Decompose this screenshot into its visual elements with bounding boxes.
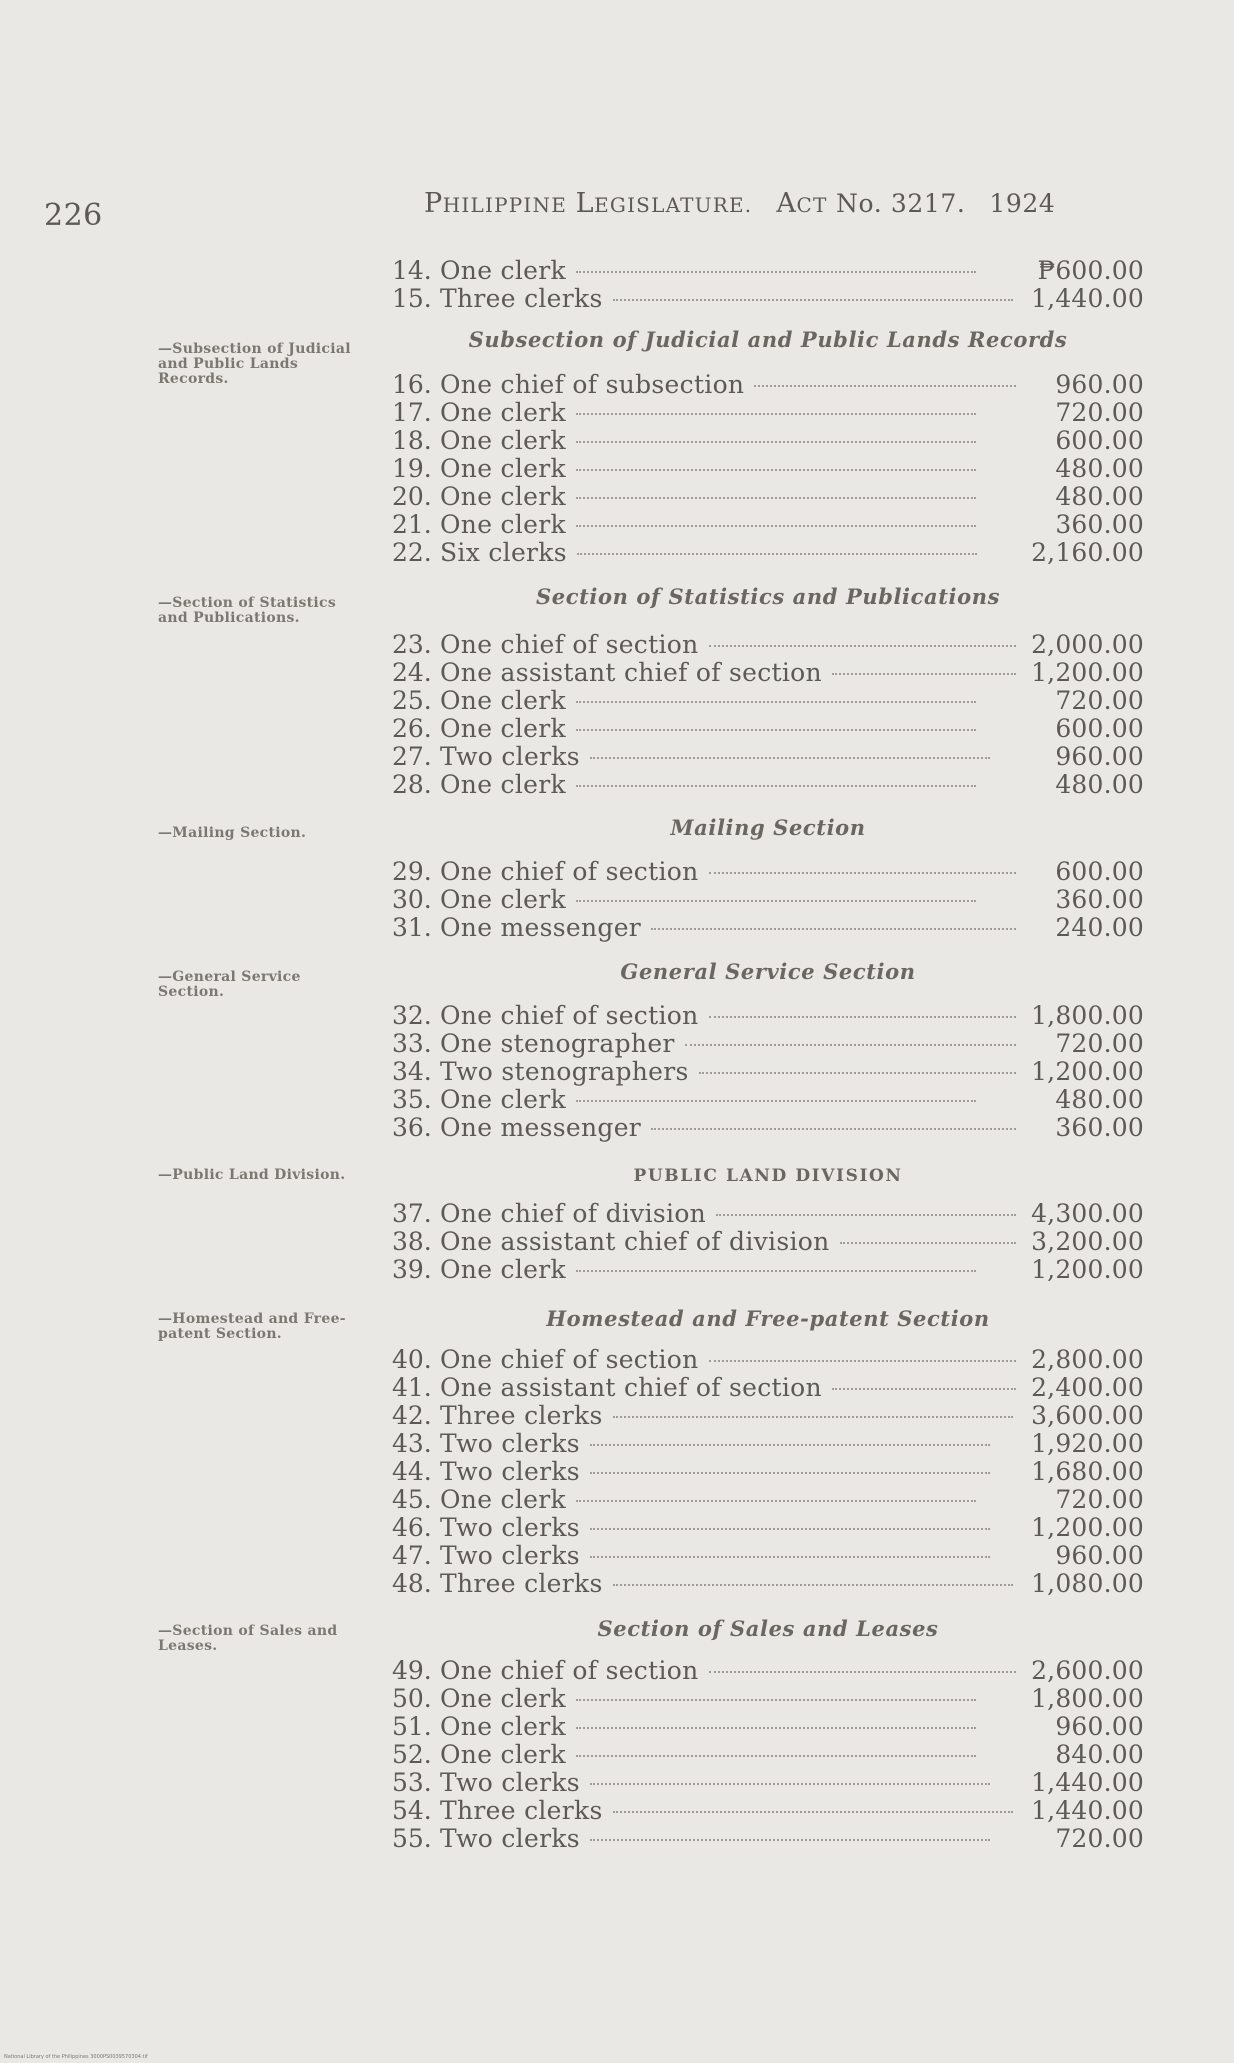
item-number: 37. [392,1199,432,1228]
item-number: 50. [392,1684,432,1713]
item-description: One clerk [440,454,566,483]
item-amount: 720.00 [1055,686,1144,715]
item-description: One clerk [440,770,566,799]
item-number: 40. [392,1345,432,1374]
margin-note: —Public Land Division. [158,1167,346,1183]
dot-leader [832,673,1016,675]
item-description: Three clerks [440,284,603,313]
dot-leader [651,928,1016,930]
item-description: One assistant chief of section [440,658,822,687]
item-description: One clerk [440,1255,566,1284]
dot-leader [576,441,976,443]
item-description: Two clerks [440,1768,580,1797]
dot-leader [576,785,976,787]
item-description: One clerk [440,1740,566,1769]
item-number: 51. [392,1712,432,1741]
item-amount: 1,200.00 [1031,1057,1144,1086]
item-description: Two clerks [440,742,580,771]
table-row [392,1029,1144,1057]
margin-note: —Subsection of Judicial and Public Lands Records. [158,341,351,387]
item-description: Two clerks [440,1457,580,1486]
item-amount: 600.00 [1055,857,1144,886]
table-row [392,398,1144,426]
item-amount: 1,800.00 [1031,1684,1144,1713]
item-amount: 360.00 [1055,1113,1144,1142]
running-head-word-2: EGISLATURE. [594,193,753,217]
dot-leader [576,1100,976,1102]
item-number: 27. [392,742,432,771]
item-amount: 2,800.00 [1031,1345,1144,1374]
dot-leader [613,1584,1013,1586]
table-row [392,1255,1144,1283]
dot-leader [590,1783,990,1785]
item-number: 32. [392,1001,432,1030]
dot-leader [576,1755,976,1757]
table-row [392,630,1144,658]
table-row [392,1712,1144,1740]
item-description: One clerk [440,686,566,715]
table-row [392,510,1144,538]
item-amount: 480.00 [1055,1085,1144,1114]
table-row [392,913,1144,941]
item-number: 26. [392,714,432,743]
item-amount: 4,300.00 [1031,1199,1144,1228]
page-number: 226 [44,198,103,233]
dot-leader [590,757,990,759]
item-number: 42. [392,1401,432,1430]
running-head [424,188,1055,219]
item-number: 28. [392,770,432,799]
item-number: 36. [392,1113,432,1142]
item-amount: 840.00 [1055,1740,1144,1769]
margin-note: —General Service Section. [158,969,301,1000]
table-row [392,1401,1144,1429]
item-amount: 960.00 [1055,1541,1144,1570]
table-row [392,1824,1144,1852]
dot-leader [699,1072,1016,1074]
item-number: 29. [392,857,432,886]
item-number: 17. [392,398,432,427]
item-description: One chief of section [440,1345,699,1374]
dot-leader [709,645,1016,647]
item-amount: 360.00 [1055,885,1144,914]
item-amount: 2,400.00 [1031,1373,1144,1402]
item-description: One clerk [440,1085,566,1114]
item-number: 19. [392,454,432,483]
item-number: 23. [392,630,432,659]
dot-leader [577,553,977,555]
item-description: One clerk [440,256,566,285]
item-amount: 720.00 [1055,1824,1144,1853]
table-row [392,1001,1144,1029]
item-description: One clerk [440,510,566,539]
item-description: Three clerks [440,1796,603,1825]
item-number: 49. [392,1656,432,1685]
dot-leader [576,1270,976,1272]
item-number: 14. [392,256,432,285]
item-description: One clerk [440,426,566,455]
dot-leader [590,1528,990,1530]
item-description: Three clerks [440,1569,603,1598]
table-row [392,1057,1144,1085]
item-number: 24. [392,658,432,687]
dot-leader [590,1472,990,1474]
item-number: 38. [392,1227,432,1256]
item-description: One clerk [440,714,566,743]
dot-leader [576,469,976,471]
item-number: 34. [392,1057,432,1086]
margin-note: —Mailing Section. [158,825,307,841]
item-description: One stenographer [440,1029,675,1058]
dot-leader [576,1727,976,1729]
item-number: 22. [392,538,432,567]
table-row [392,1227,1144,1255]
item-amount: 960.00 [1055,742,1144,771]
item-description: One assistant chief of division [440,1227,830,1256]
item-amount: 240.00 [1055,913,1144,942]
item-amount: 960.00 [1055,370,1144,399]
table-row [392,454,1144,482]
table-row [392,1429,1144,1457]
running-head-word-1: HILIPPINE [442,193,568,217]
item-number: 35. [392,1085,432,1114]
item-number: 18. [392,426,432,455]
item-description: Two stenographers [440,1057,689,1086]
item-amount: 1,080.00 [1031,1569,1144,1598]
table-row [392,482,1144,510]
table-row [392,1768,1144,1796]
dot-leader [576,1699,976,1701]
item-number: 31. [392,913,432,942]
item-description: One chief of section [440,630,699,659]
dot-leader [832,1388,1016,1390]
item-amount: 720.00 [1055,1029,1144,1058]
table-row [392,426,1144,454]
dot-leader [590,1556,990,1558]
item-description: One clerk [440,1712,566,1741]
table-row [392,370,1144,398]
item-number: 20. [392,482,432,511]
dot-leader [576,900,976,902]
dot-leader [576,525,976,527]
dot-leader [709,872,1016,874]
item-number: 43. [392,1429,432,1458]
table-row [392,1796,1144,1824]
table-row [392,1656,1144,1684]
item-number: 25. [392,686,432,715]
item-description: One chief of section [440,1656,699,1685]
item-number: 21. [392,510,432,539]
item-amount: 1,800.00 [1031,1001,1144,1030]
item-amount: 720.00 [1055,398,1144,427]
table-row [392,1541,1144,1569]
table-row [392,1569,1144,1597]
item-number: 16. [392,370,432,399]
table-row [392,1199,1144,1227]
item-description: One chief of section [440,857,699,886]
item-number: 54. [392,1796,432,1825]
item-description: One clerk [440,482,566,511]
item-number: 45. [392,1485,432,1514]
table-row [392,686,1144,714]
table-row [392,1113,1144,1141]
item-amount: 2,160.00 [1031,538,1144,567]
dot-leader [590,1444,990,1446]
item-number: 47. [392,1541,432,1570]
item-description: One clerk [440,1684,566,1713]
dot-leader [709,1360,1016,1362]
item-amount: 480.00 [1055,770,1144,799]
running-head-initial-1: P [424,188,443,219]
item-description: Three clerks [440,1401,603,1430]
item-description: One clerk [440,1485,566,1514]
scan-footer: National Library of the Philippines 3000PS0039570304.tif [4,2054,148,2060]
table-row [392,1345,1144,1373]
dot-leader [840,1242,1016,1244]
section-heading: PUBLIC LAND DIVISION [633,1166,903,1186]
dot-leader [709,1016,1016,1018]
dot-leader [576,271,976,273]
table-row [392,1740,1144,1768]
dot-leader [613,1811,1013,1813]
item-amount: 1,440.00 [1031,284,1144,313]
dot-leader [576,701,976,703]
item-number: 48. [392,1569,432,1598]
running-head-act-number: No. 3217. [836,189,966,218]
running-head-initial-2: L [575,188,595,219]
item-description: Two clerks [440,1513,580,1542]
item-amount: 3,200.00 [1031,1227,1144,1256]
item-amount: 360.00 [1055,510,1144,539]
section-heading: General Service Section [620,959,916,984]
item-amount: 1,440.00 [1031,1796,1144,1825]
table-row [392,1485,1144,1513]
dot-leader [709,1671,1016,1673]
item-amount: 2,000.00 [1031,630,1144,659]
item-amount: 1,200.00 [1031,1255,1144,1284]
section-heading: Mailing Section [670,815,866,840]
item-number: 15. [392,284,432,313]
item-amount: 600.00 [1055,426,1144,455]
dot-leader [576,729,976,731]
table-row [392,658,1144,686]
item-description: Two clerks [440,1824,580,1853]
item-amount: 720.00 [1055,1485,1144,1514]
dot-leader [716,1214,1016,1216]
table-row [392,284,1144,312]
section-heading: Section of Statistics and Publications [535,584,1001,609]
table-row [392,1085,1144,1113]
item-amount: 1,440.00 [1031,1768,1144,1797]
running-head-act-initial: A [776,188,797,219]
section-heading: Section of Sales and Leases [597,1616,939,1641]
item-description: One chief of section [440,1001,699,1030]
item-number: 53. [392,1768,432,1797]
item-description: One clerk [440,885,566,914]
item-number: 41. [392,1373,432,1402]
item-amount: 1,200.00 [1031,658,1144,687]
item-description: Six clerks [440,538,567,567]
table-row [392,857,1144,885]
item-amount: ₱600.00 [1037,256,1144,285]
item-description: One messenger [440,913,642,942]
table-row [392,714,1144,742]
item-number: 33. [392,1029,432,1058]
item-amount: 1,200.00 [1031,1513,1144,1542]
item-description: One clerk [440,398,566,427]
section-heading: Subsection of Judicial and Public Lands Records [468,327,1068,352]
item-amount: 1,920.00 [1031,1429,1144,1458]
table-row [392,1457,1144,1485]
item-number: 52. [392,1740,432,1769]
item-amount: 1,680.00 [1031,1457,1144,1486]
item-number: 39. [392,1255,432,1284]
item-amount: 600.00 [1055,714,1144,743]
item-amount: 480.00 [1055,454,1144,483]
item-description: One assistant chief of section [440,1373,822,1402]
table-row [392,538,1144,566]
item-amount: 960.00 [1055,1712,1144,1741]
margin-note: —Section of Statistics and Publications. [158,595,337,626]
dot-leader [590,1839,990,1841]
item-amount: 2,600.00 [1031,1656,1144,1685]
dot-leader [576,497,976,499]
item-number: 44. [392,1457,432,1486]
table-row [392,1513,1144,1541]
running-head-year: 1924 [989,189,1056,218]
item-amount: 3,600.00 [1031,1401,1144,1430]
item-description: One messenger [440,1113,642,1142]
table-row [392,770,1144,798]
dot-leader [685,1044,1016,1046]
item-description: One chief of subsection [440,370,745,399]
dot-leader [576,413,976,415]
item-description: Two clerks [440,1429,580,1458]
item-description: Two clerks [440,1541,580,1570]
dot-leader [754,385,1016,387]
running-head-act-word: CT [796,193,828,217]
dot-leader [613,1416,1013,1418]
item-number: 46. [392,1513,432,1542]
item-amount: 480.00 [1055,482,1144,511]
table-row [392,1373,1144,1401]
margin-note: —Section of Sales and Leases. [158,1623,338,1654]
dot-leader [613,299,1013,301]
item-number: 55. [392,1824,432,1853]
table-row [392,1684,1144,1712]
dot-leader [651,1128,1016,1130]
section-heading: Homestead and Free-patent Section [546,1306,990,1331]
table-row [392,742,1144,770]
table-row [392,885,1144,913]
margin-note: —Homestead and Free-patent Section. [158,1311,346,1342]
item-number: 30. [392,885,432,914]
item-description: One chief of division [440,1199,707,1228]
dot-leader [576,1500,976,1502]
table-row [392,256,1144,284]
